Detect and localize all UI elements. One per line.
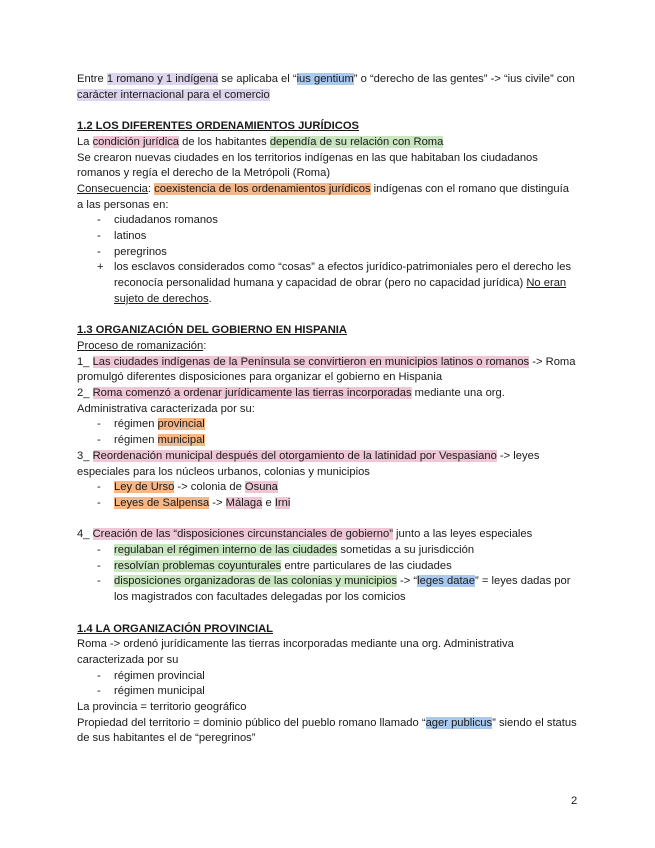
text: sometidas a su jurisdicción — [337, 544, 475, 557]
paragraph — [77, 135, 577, 151]
list-item — [77, 574, 577, 605]
bullet-list — [77, 417, 577, 448]
text: entre particulares de las ciudades — [281, 559, 452, 572]
section-heading-1-2: 1.2 LOS DIFERENTES ORDENAMIENTOS JURÍDICOS — [77, 120, 360, 133]
text: ciudadanos romanos — [114, 214, 218, 227]
text: 4_ — [77, 528, 93, 541]
text: se aplicaba el “ — [218, 73, 297, 85]
paragraph: Se crearon nuevas ciudades en los territorios indígenas en las que habitaban los ciudadanos romanos y regía el derecho de la Metrópoli (Roma) — [77, 151, 538, 180]
highlight: Osuna — [244, 481, 278, 494]
bullet-marker: - — [97, 559, 101, 572]
highlight: provincial — [157, 418, 205, 431]
list-item — [77, 684, 577, 700]
list-item — [77, 559, 577, 575]
highlight: disposiciones organizadoras de las colonias y municipios — [114, 575, 397, 588]
highlight: condición jurídica — [92, 135, 180, 148]
bullet-marker: - — [97, 496, 101, 509]
text: junto a las leyes especiales — [392, 528, 533, 541]
highlight: 1 romano y 1 indígena — [106, 73, 219, 85]
document-page — [77, 72, 577, 747]
text: Propiedad del territorio = dominio público del pueblo romano llamado “ — [77, 716, 426, 729]
list-item — [77, 496, 577, 512]
list-item — [77, 260, 577, 307]
highlight: Roma comenzó a ordenar jurídicamente las tierras incorporadas — [92, 387, 412, 400]
text: de los habitantes — [179, 135, 270, 148]
text: . — [208, 292, 212, 305]
bullet-list — [77, 543, 577, 606]
text: 2_ — [77, 387, 93, 400]
text: Entre — [77, 73, 107, 85]
text: latinos — [114, 230, 147, 243]
text: Consecuencia — [77, 182, 148, 195]
bullet-marker: - — [97, 214, 101, 227]
bullet-marker: - — [97, 481, 101, 494]
text: régimen — [114, 434, 158, 447]
section-heading-1-3: 1.3 ORGANIZACIÓN DEL GOBIERNO EN HISPANIA — [77, 324, 347, 337]
text: régimen provincial — [114, 669, 205, 682]
text: : — [203, 339, 207, 352]
text: ” = leyes dadas por los magistrados con facultades delegadas por los comicios — [114, 575, 571, 604]
bullet-list — [77, 669, 577, 700]
text: -> — [209, 496, 226, 509]
bullet-list — [77, 213, 577, 307]
paragraph: Roma -> ordenó jurídicamente las tierras incorporadas mediante una org. Administrativa caracterizada por su — [77, 638, 514, 666]
text: 1_ — [77, 355, 93, 368]
paragraph — [77, 716, 577, 747]
bullet-marker: - — [97, 230, 101, 243]
text: régimen municipal — [114, 685, 205, 698]
highlight: regulaban el régimen interno de las ciudades — [114, 544, 338, 557]
text: peregrinos — [114, 245, 167, 258]
bullet-marker: - — [97, 544, 101, 557]
text: La — [77, 135, 93, 148]
bullet-marker: - — [97, 418, 101, 431]
highlight: ius gentium — [296, 73, 354, 85]
highlight: Las ciudades indígenas de la Península se convirtieron en municipios latinos o romanos — [92, 355, 530, 368]
text: -> Roma promulgó diferentes disposiciones para organizar el gobierno en Hispania — [77, 355, 576, 384]
text: ” o “derecho de las gentes” -> “ius civile” con — [353, 73, 575, 85]
text: mediante una org. Administrativa caracterizada por su: — [77, 387, 505, 415]
highlight: Irni — [274, 496, 291, 509]
text: 3_ — [77, 449, 93, 462]
text: régimen — [114, 418, 158, 431]
plus-marker: + — [97, 261, 104, 274]
text: ” siendo el status de sus habitantes el de “peregrinos” — [77, 716, 577, 745]
highlight: Málaga — [225, 496, 263, 509]
text: e — [262, 496, 275, 509]
list-item — [77, 669, 577, 685]
list-item — [77, 245, 577, 261]
list-item — [77, 417, 577, 433]
highlight: coexistencia de los ordenamientos jurídicos — [154, 182, 371, 195]
bullet-marker: - — [97, 575, 101, 588]
bullet-marker: - — [97, 245, 101, 258]
paragraph: La provincia = territorio geográfico — [77, 701, 247, 714]
text: -> colonia de — [174, 481, 245, 494]
paragraph — [77, 355, 577, 386]
list-item — [77, 543, 577, 559]
list-item — [77, 229, 577, 245]
text: indígenas con el romano que distinguía a las personas en: — [77, 182, 569, 211]
section-heading-1-4: 1.4 LA ORGANIZACIÓN PROVINCIAL — [77, 622, 273, 635]
list-item — [77, 433, 577, 449]
text: -> “ — [396, 575, 418, 588]
paragraph — [77, 182, 577, 213]
highlight: dependía de su relación con Roma — [269, 135, 444, 148]
paragraph — [77, 339, 577, 355]
text: No eran sujeto de derechos — [114, 277, 567, 305]
highlight: ager publicus — [425, 716, 493, 729]
list-item — [77, 213, 577, 229]
bullet-list — [77, 480, 577, 511]
highlight: municipal — [157, 434, 205, 447]
text: -> leyes especiales para los núcleos urbanos, colonias y municipios — [77, 449, 540, 478]
list-item — [77, 480, 577, 496]
page-number: 2 — [571, 795, 578, 807]
bullet-marker: - — [97, 669, 101, 682]
paragraph — [77, 386, 577, 417]
paragraph — [77, 449, 577, 480]
bullet-marker: - — [97, 685, 101, 698]
highlight: resolvían problemas coyunturales — [114, 559, 282, 572]
text: : — [147, 182, 155, 195]
highlight: Reordenación municipal después del otorgamiento de la latinidad por Vespasiano — [92, 449, 497, 462]
paragraph — [77, 527, 577, 543]
bullet-marker: - — [97, 434, 101, 447]
highlight: Ley de Urso — [114, 481, 175, 494]
highlight: leges datae — [417, 575, 476, 588]
highlight: Creación de las “disposiciones circunstanciales de gobierno” — [92, 528, 393, 541]
highlight: Leyes de Salpensa — [114, 496, 210, 509]
text: Proceso de romanización — [77, 339, 204, 352]
text: los esclavos considerados como “cosas” a efectos jurídico-patrimoniales pero el derecho les reconocía personalidad humana y capacidad de obrar (pero no capacidad jurídica) — [114, 261, 572, 290]
intro-paragraph — [77, 72, 577, 103]
highlight: carácter internacional para el comercio — [77, 88, 270, 101]
